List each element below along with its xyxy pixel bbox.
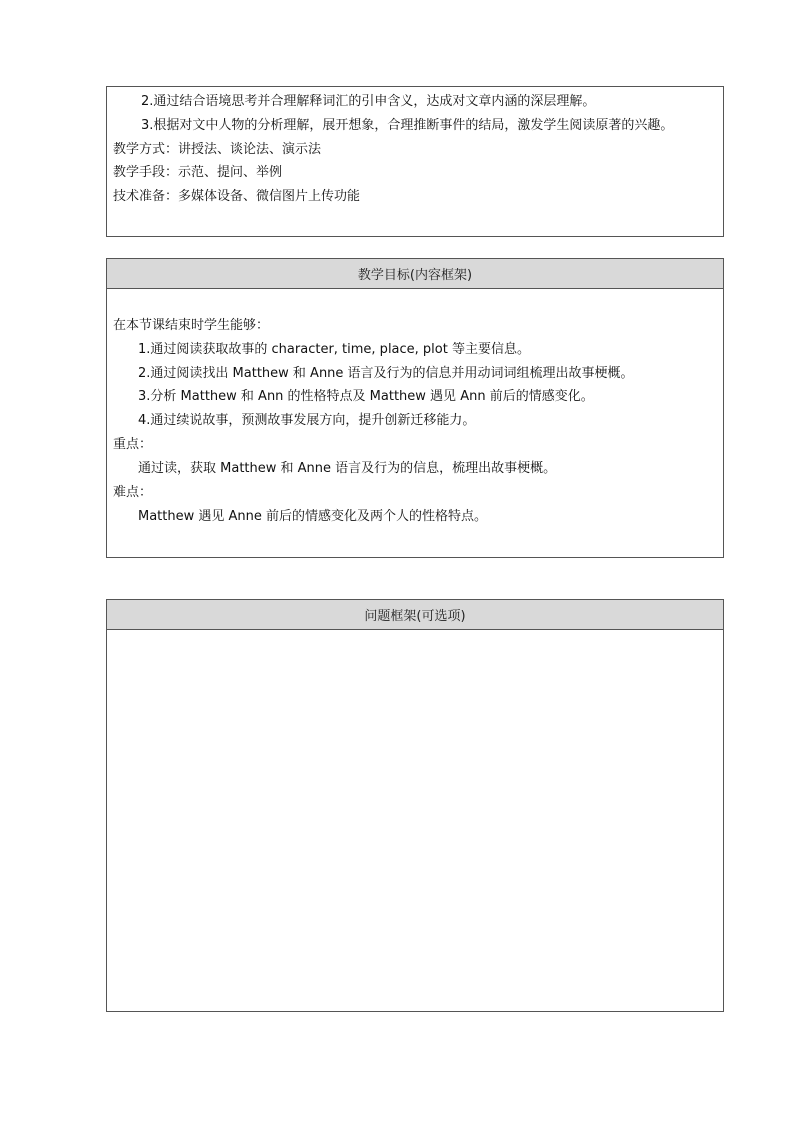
method-info-box [106,86,724,237]
objective-2-line: 2.通过结合语境思考并合理解释词汇的引申含义，达成对文章内涵的深层理解。 [141,94,596,109]
teaching-objectives-box [106,258,724,558]
goal-2-line: 2.通过阅读找出 Matthew 和 Anne 语言及行为的信息并用动词词组梳理出故事梗概。 [138,366,634,381]
objective-3-line: 3.根据对文中人物的分析理解，展开想象，合理推断事件的结局，激发学生阅读原著的兴趣。 [141,118,674,133]
teaching-objectives-header: 教学目标(内容框架) [107,259,723,289]
goal-1-line: 1.通过阅读获取故事的 character, time, place, plot 等主要信息。 [138,342,530,357]
goal-3-line: 3.分析 Matthew 和 Ann 的性格特点及 Matthew 遇见 Ann 前后的情感变化。 [138,389,594,404]
difficulty-text: Matthew 遇见 Anne 前后的情感变化及两个人的性格特点。 [138,509,488,524]
intro-line: 在本节课结束时学生能够： [113,318,270,333]
teaching-means-line: 教学手段：示范、提问、举例 [113,165,283,180]
goal-4-line: 4.通过续说故事，预测故事发展方向，提升创新迁移能力。 [138,413,476,428]
question-framework-header: 问题框架(可选项) [107,600,723,630]
teaching-method-line: 教学方式：讲授法、谈论法、演示法 [113,142,322,157]
tech-prep-line: 技术准备：多媒体设备、微信图片上传功能 [113,189,361,204]
difficulty-label: 难点： [113,485,153,500]
key-point-label: 重点： [113,437,153,452]
key-point-text: 通过读，获取 Matthew 和 Anne 语言及行为的信息，梳理出故事梗概。 [138,461,557,476]
question-framework-box [106,599,724,1012]
